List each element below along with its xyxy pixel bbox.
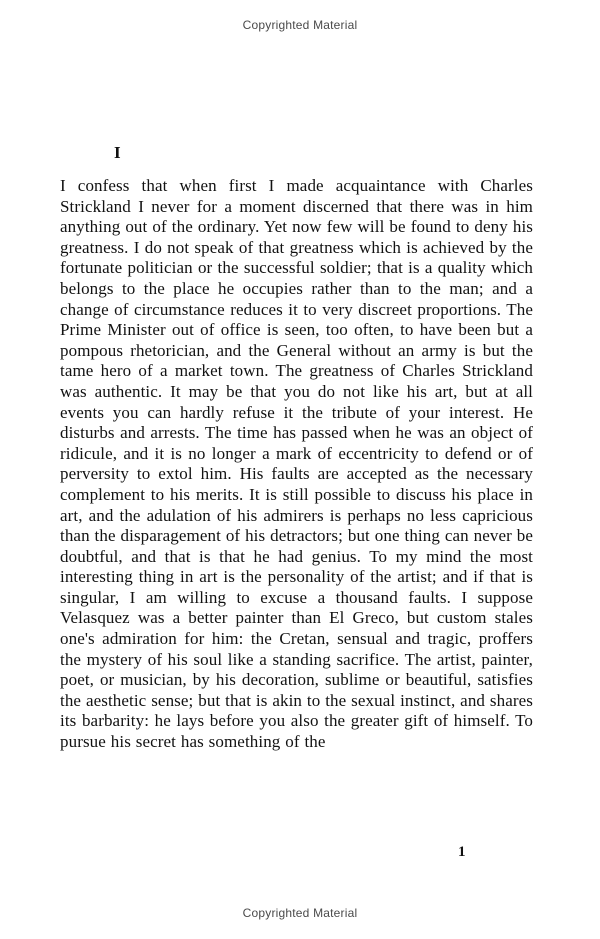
copyright-notice-bottom: Copyrighted Material [242, 906, 358, 920]
chapter-number: I [114, 143, 121, 162]
copyright-notice-top: Copyrighted Material [242, 18, 358, 32]
page-number: 1 [458, 844, 466, 860]
body-text-paragraph: I confess that when first I made acquaintance with Charles Strickland I never for a moment discerned that there was in him anything out of the ordinary. Yet now few will be found to deny his greatness. I do not speak of that greatness which is achieved by the fortunate politician or the successful soldier; that is a quality which belongs to the place he occupies rather than to the man; and a change of circumstance reduces it to very discreet proportions. The Prime Minister out of office is seen, too often, to have been but a pompous rhetorician, and the General without an army is but the tame hero of a market town. The greatness of Charles Strickland was authentic. It may be that you do not like his art, but at all events you can hardly refuse it the tribute of your interest. He disturbs and arrests. The time has passed when he was an object of ridicule, and it is no longer a mark of eccentricity to defend or of perversity to extol him. His faults are accepted as the necessary complement to his merits. It is still possible to discuss his place in art, and the adulation of his admirers is perhaps no less capricious than the disparagement of his detractors; but one thing can never be doubtful, and that is that he had genius. To my mind the most interesting thing in art is the personality of the artist; and if that is singular, I am willing to excuse a thousand faults. I suppose Velasquez was a better painter than El Greco, but custom stales one's admiration for him: the Cretan, sensual and tragic, proffers the mystery of his soul like a standing sacrifice. The artist, painter, poet, or musician, by his decoration, sublime or beautiful, satisfies the aesthetic sense; but that is akin to the sexual instinct, and shares its barbarity: he lays before you also the greater gift of himself. To pursue his secret has something of the [60, 176, 533, 752]
